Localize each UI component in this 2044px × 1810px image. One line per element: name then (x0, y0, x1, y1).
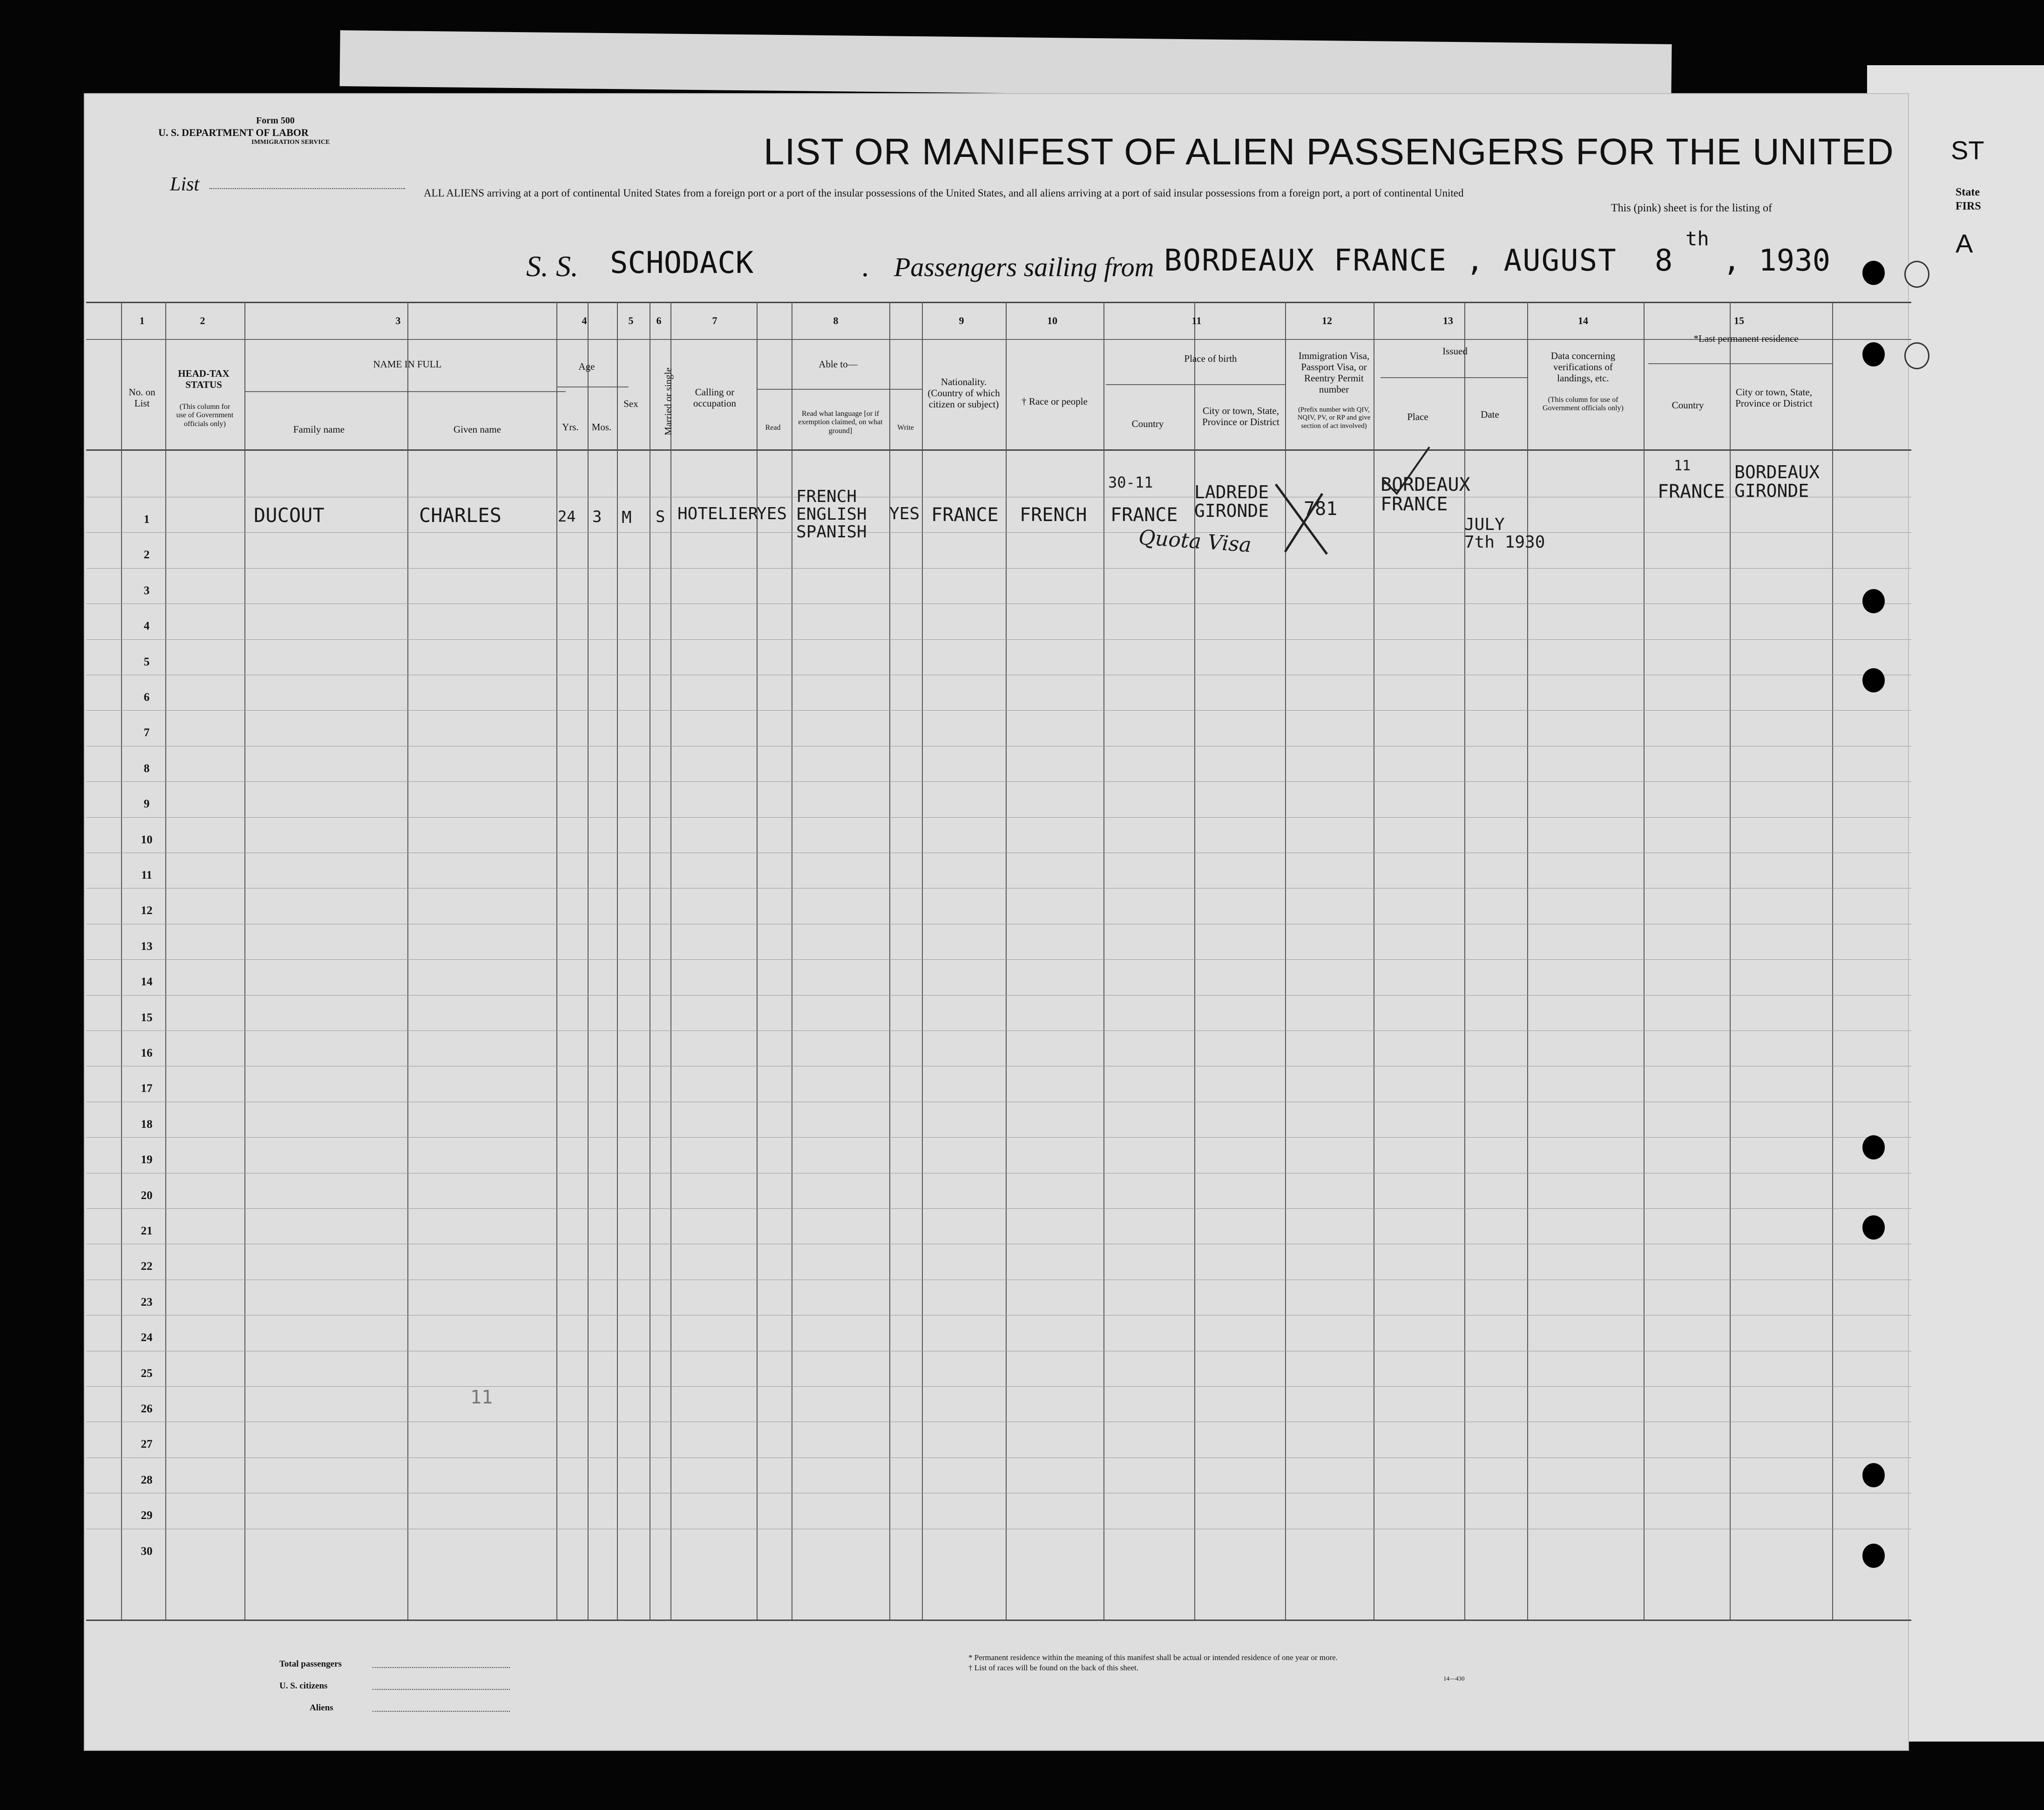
name-subrule (244, 391, 566, 392)
colnum-14: 14 (1578, 315, 1588, 326)
row-number: 1 (143, 513, 150, 526)
head-issued-date: Date (1481, 409, 1499, 420)
row-number: 9 (143, 798, 150, 811)
binder-hole (1862, 589, 1885, 613)
row-number: 30 (141, 1545, 153, 1558)
row-number: 14 (141, 976, 153, 989)
head-birth-country: Country (1131, 418, 1164, 429)
row-line (86, 959, 1911, 960)
binder-hole (1862, 1135, 1885, 1159)
colnum-15: 15 (1734, 315, 1744, 326)
row-line (86, 532, 1911, 533)
footer-us-citizens: U. S. citizens (279, 1681, 328, 1691)
row-line (86, 995, 1911, 996)
stray-mark: 11 (470, 1387, 493, 1408)
row-number: 18 (141, 1118, 153, 1131)
head-race: † Race or people (1022, 396, 1088, 407)
entry-quota-visa: Quota Visa (1137, 525, 1252, 557)
ship-dot: . (861, 250, 869, 283)
sailing-year: , 1930 (1723, 244, 1831, 278)
binder-hole (1862, 668, 1885, 692)
row-number: 8 (143, 762, 150, 775)
sailing-label: Passengers sailing from (894, 252, 1154, 282)
edge-letters: ST (1951, 136, 1984, 165)
row-number: 7 (143, 726, 150, 739)
head-name-in-full: NAME IN FULL (373, 359, 442, 370)
entry-visa-number: 781 (1304, 498, 1338, 520)
ss-label: S. S. (526, 250, 578, 283)
entry-issued-date: JULY 7th 1930 (1464, 515, 1545, 552)
row-line (86, 603, 1911, 604)
head-able-to: Able to— (819, 359, 858, 370)
row-number: 25 (141, 1367, 153, 1380)
edge-a: A (1956, 229, 1973, 258)
edge-first: FIRS (1956, 200, 1981, 212)
entry-res-country: FRANCE (1658, 481, 1725, 502)
head-res-city: City or town, State, Province or District (1735, 386, 1813, 409)
table-bottom-rule (86, 1620, 1911, 1621)
colnum-12: 12 (1322, 315, 1332, 326)
edge-state: State (1956, 186, 1980, 198)
able-subrule (757, 389, 922, 390)
row-line (86, 1386, 1911, 1387)
head-place-of-birth: Place of birth (1184, 353, 1237, 364)
row-line (86, 1137, 1911, 1138)
entry-languages: FRENCH ENGLISH SPANISH (796, 487, 867, 542)
row-number: 26 (141, 1403, 153, 1415)
entry-sex: M (622, 508, 632, 527)
colnum-6: 6 (656, 315, 662, 326)
subtitle: ALL ALIENS arriving at a port of continental United States from a foreign port or a port of the insular possessions of the United States, and all aliens arriving at a port of said insular possessions from a foreign port, a port of continental United (424, 187, 1464, 199)
row-number: 4 (143, 620, 150, 633)
head-sex: Sex (623, 398, 638, 409)
row-line (86, 639, 1911, 640)
manifest-sheet (84, 93, 1909, 1751)
colnum-11: 11 (1191, 315, 1202, 326)
row-number: 2 (143, 549, 150, 562)
entry-marital: S (656, 508, 665, 526)
entry-race: FRENCH (1020, 504, 1087, 526)
issued-check-mark (1378, 442, 1434, 498)
head-head-tax-note: (This column for use of Government officials only) (176, 403, 234, 428)
head-calling: Calling or occupation (693, 386, 737, 409)
head-last-residence: *Last permanent residence (1693, 333, 1799, 344)
head-no-on-list: No. on List (129, 386, 156, 409)
colnum-rule (86, 339, 1911, 340)
entry-issued-place: BORDEAUX FRANCE (1381, 474, 1470, 515)
row-line (86, 1030, 1911, 1031)
footer-dots-1 (372, 1667, 510, 1668)
row-number: 5 (143, 655, 150, 668)
head-read: Read (765, 424, 781, 432)
entry-occupation: HOTELIER (677, 504, 758, 523)
entry-nationality: FRANCE (931, 504, 999, 526)
entry-write: YES (889, 504, 920, 523)
row-line (86, 710, 1911, 711)
footer-form-code: 14—430 (1443, 1675, 1465, 1682)
head-married: Married or single (662, 367, 674, 435)
head-visa-note: (Prefix number with QIV, NQIV, PV, or RP and give section of act involved) (1297, 406, 1371, 430)
colnum-5: 5 (628, 315, 634, 326)
binder-hole (1862, 1544, 1885, 1568)
colnum-3: 3 (395, 315, 401, 326)
head-yrs: Yrs. (562, 421, 579, 433)
entry-age-yrs: 24 (558, 508, 576, 525)
head-head-tax: HEAD-TAX STATUS (178, 368, 230, 391)
sailing-value: BORDEAUX FRANCE , AUGUST 8 (1164, 244, 1674, 278)
binder-hole (1862, 342, 1885, 366)
entry-birth-country: FRANCE (1110, 504, 1178, 526)
head-data-landings-note: (This column for use of Government officials only) (1543, 396, 1624, 413)
colnum-4: 4 (582, 315, 587, 326)
row-line (86, 568, 1911, 569)
sailing-sup: th (1685, 227, 1709, 250)
row-line (86, 817, 1911, 818)
row-line (86, 781, 1911, 782)
binder-hole-open (1904, 261, 1929, 288)
row-line (86, 1457, 1911, 1458)
row-number: 11 (141, 869, 152, 881)
colnum-7: 7 (712, 315, 717, 326)
footer-total-passengers: Total passengers (279, 1659, 342, 1669)
row-number: 24 (141, 1331, 153, 1344)
binder-hole-open (1904, 342, 1929, 369)
footer-aliens: Aliens (310, 1703, 333, 1713)
binder-hole (1862, 1215, 1885, 1240)
head-data-landings: Data concerning verifications of landings, etc. (1550, 350, 1616, 384)
row-number: 28 (141, 1473, 153, 1486)
row-number: 17 (141, 1082, 153, 1095)
row-number: 6 (143, 691, 150, 704)
head-issued: Issued (1442, 346, 1468, 357)
pink-note: This (pink) sheet is for the listing of (1611, 202, 1772, 214)
entry-given-name: CHARLES (419, 504, 502, 527)
entry-birth-mark: 30-11 (1108, 474, 1153, 491)
binder-hole (1862, 1463, 1885, 1487)
birth-subrule (1106, 384, 1285, 385)
head-write: Write (897, 424, 914, 432)
row-number: 29 (141, 1509, 153, 1522)
footer-dots-3 (372, 1711, 510, 1712)
entry-ditto: 11 (1674, 458, 1691, 474)
head-read-lang: Read what language [or if exemption claimed, on what ground] (798, 410, 883, 435)
header-bottom-rule (86, 449, 1911, 451)
page-title: LIST OR MANIFEST OF ALIEN PASSENGERS FOR THE UNITED (764, 131, 1894, 172)
row-number: 12 (141, 904, 153, 917)
footer-note-1: * Permanent residence within the meaning of this manifest shall be actual or intended residence of one year or more. (968, 1653, 1338, 1662)
colnum-1: 1 (139, 315, 145, 326)
entry-read: YES (757, 504, 787, 523)
head-res-country: Country (1672, 400, 1704, 411)
row-number: 21 (141, 1225, 153, 1237)
colnum-13: 13 (1443, 315, 1453, 326)
department: U. S. DEPARTMENT OF LABOR (158, 127, 309, 138)
entry-family-name: DUCOUT (254, 504, 325, 527)
row-number: 16 (141, 1047, 153, 1059)
head-visa: Immigration Visa, Passport Visa, or Reentry Permit number (1298, 350, 1370, 395)
footer-dots-2 (372, 1689, 510, 1690)
colnum-2: 2 (200, 315, 205, 326)
head-age: Age (578, 361, 595, 372)
row-number: 23 (141, 1295, 153, 1308)
head-family-name: Family name (293, 424, 345, 435)
row-number: 3 (143, 584, 150, 597)
head-given-name: Given name (453, 424, 501, 435)
row-number: 19 (141, 1153, 153, 1166)
background-sheet (339, 30, 1672, 100)
head-mos: Mos. (591, 421, 612, 433)
ship-name: SCHODACK (610, 246, 754, 280)
visa-slash-mark (1271, 475, 1332, 559)
entry-res-city: BORDEAUX GIRONDE (1734, 462, 1820, 501)
row-number: 10 (141, 833, 153, 846)
service: IMMIGRATION SERVICE (251, 139, 330, 146)
issued-subrule (1381, 377, 1527, 378)
table-top-rule (86, 302, 1911, 303)
row-number: 20 (141, 1189, 153, 1202)
entry-age-mos: 3 (592, 508, 602, 526)
row-line (86, 1208, 1911, 1209)
head-issued-place: Place (1407, 411, 1428, 422)
residence-subrule (1648, 363, 1832, 364)
row-number: 22 (141, 1260, 153, 1273)
form-number: Form 500 (256, 115, 295, 126)
head-nationality: Nationality. (Country of which citizen or subject) (927, 376, 1000, 410)
colnum-10: 10 (1047, 315, 1057, 326)
row-number: 13 (141, 940, 153, 953)
binder-hole (1862, 261, 1885, 285)
row-number: 15 (141, 1011, 153, 1024)
row-number: 27 (141, 1438, 153, 1451)
colnum-9: 9 (959, 315, 964, 326)
list-line (210, 188, 405, 189)
list-label: List (170, 174, 200, 195)
entry-birth-city: LADREDE GIRONDE (1194, 482, 1269, 521)
colnum-8: 8 (833, 315, 839, 326)
footer-note-2: † List of races will be found on the back of this sheet. (968, 1663, 1138, 1672)
head-birth-city: City or town, State, Province or District (1202, 405, 1279, 428)
